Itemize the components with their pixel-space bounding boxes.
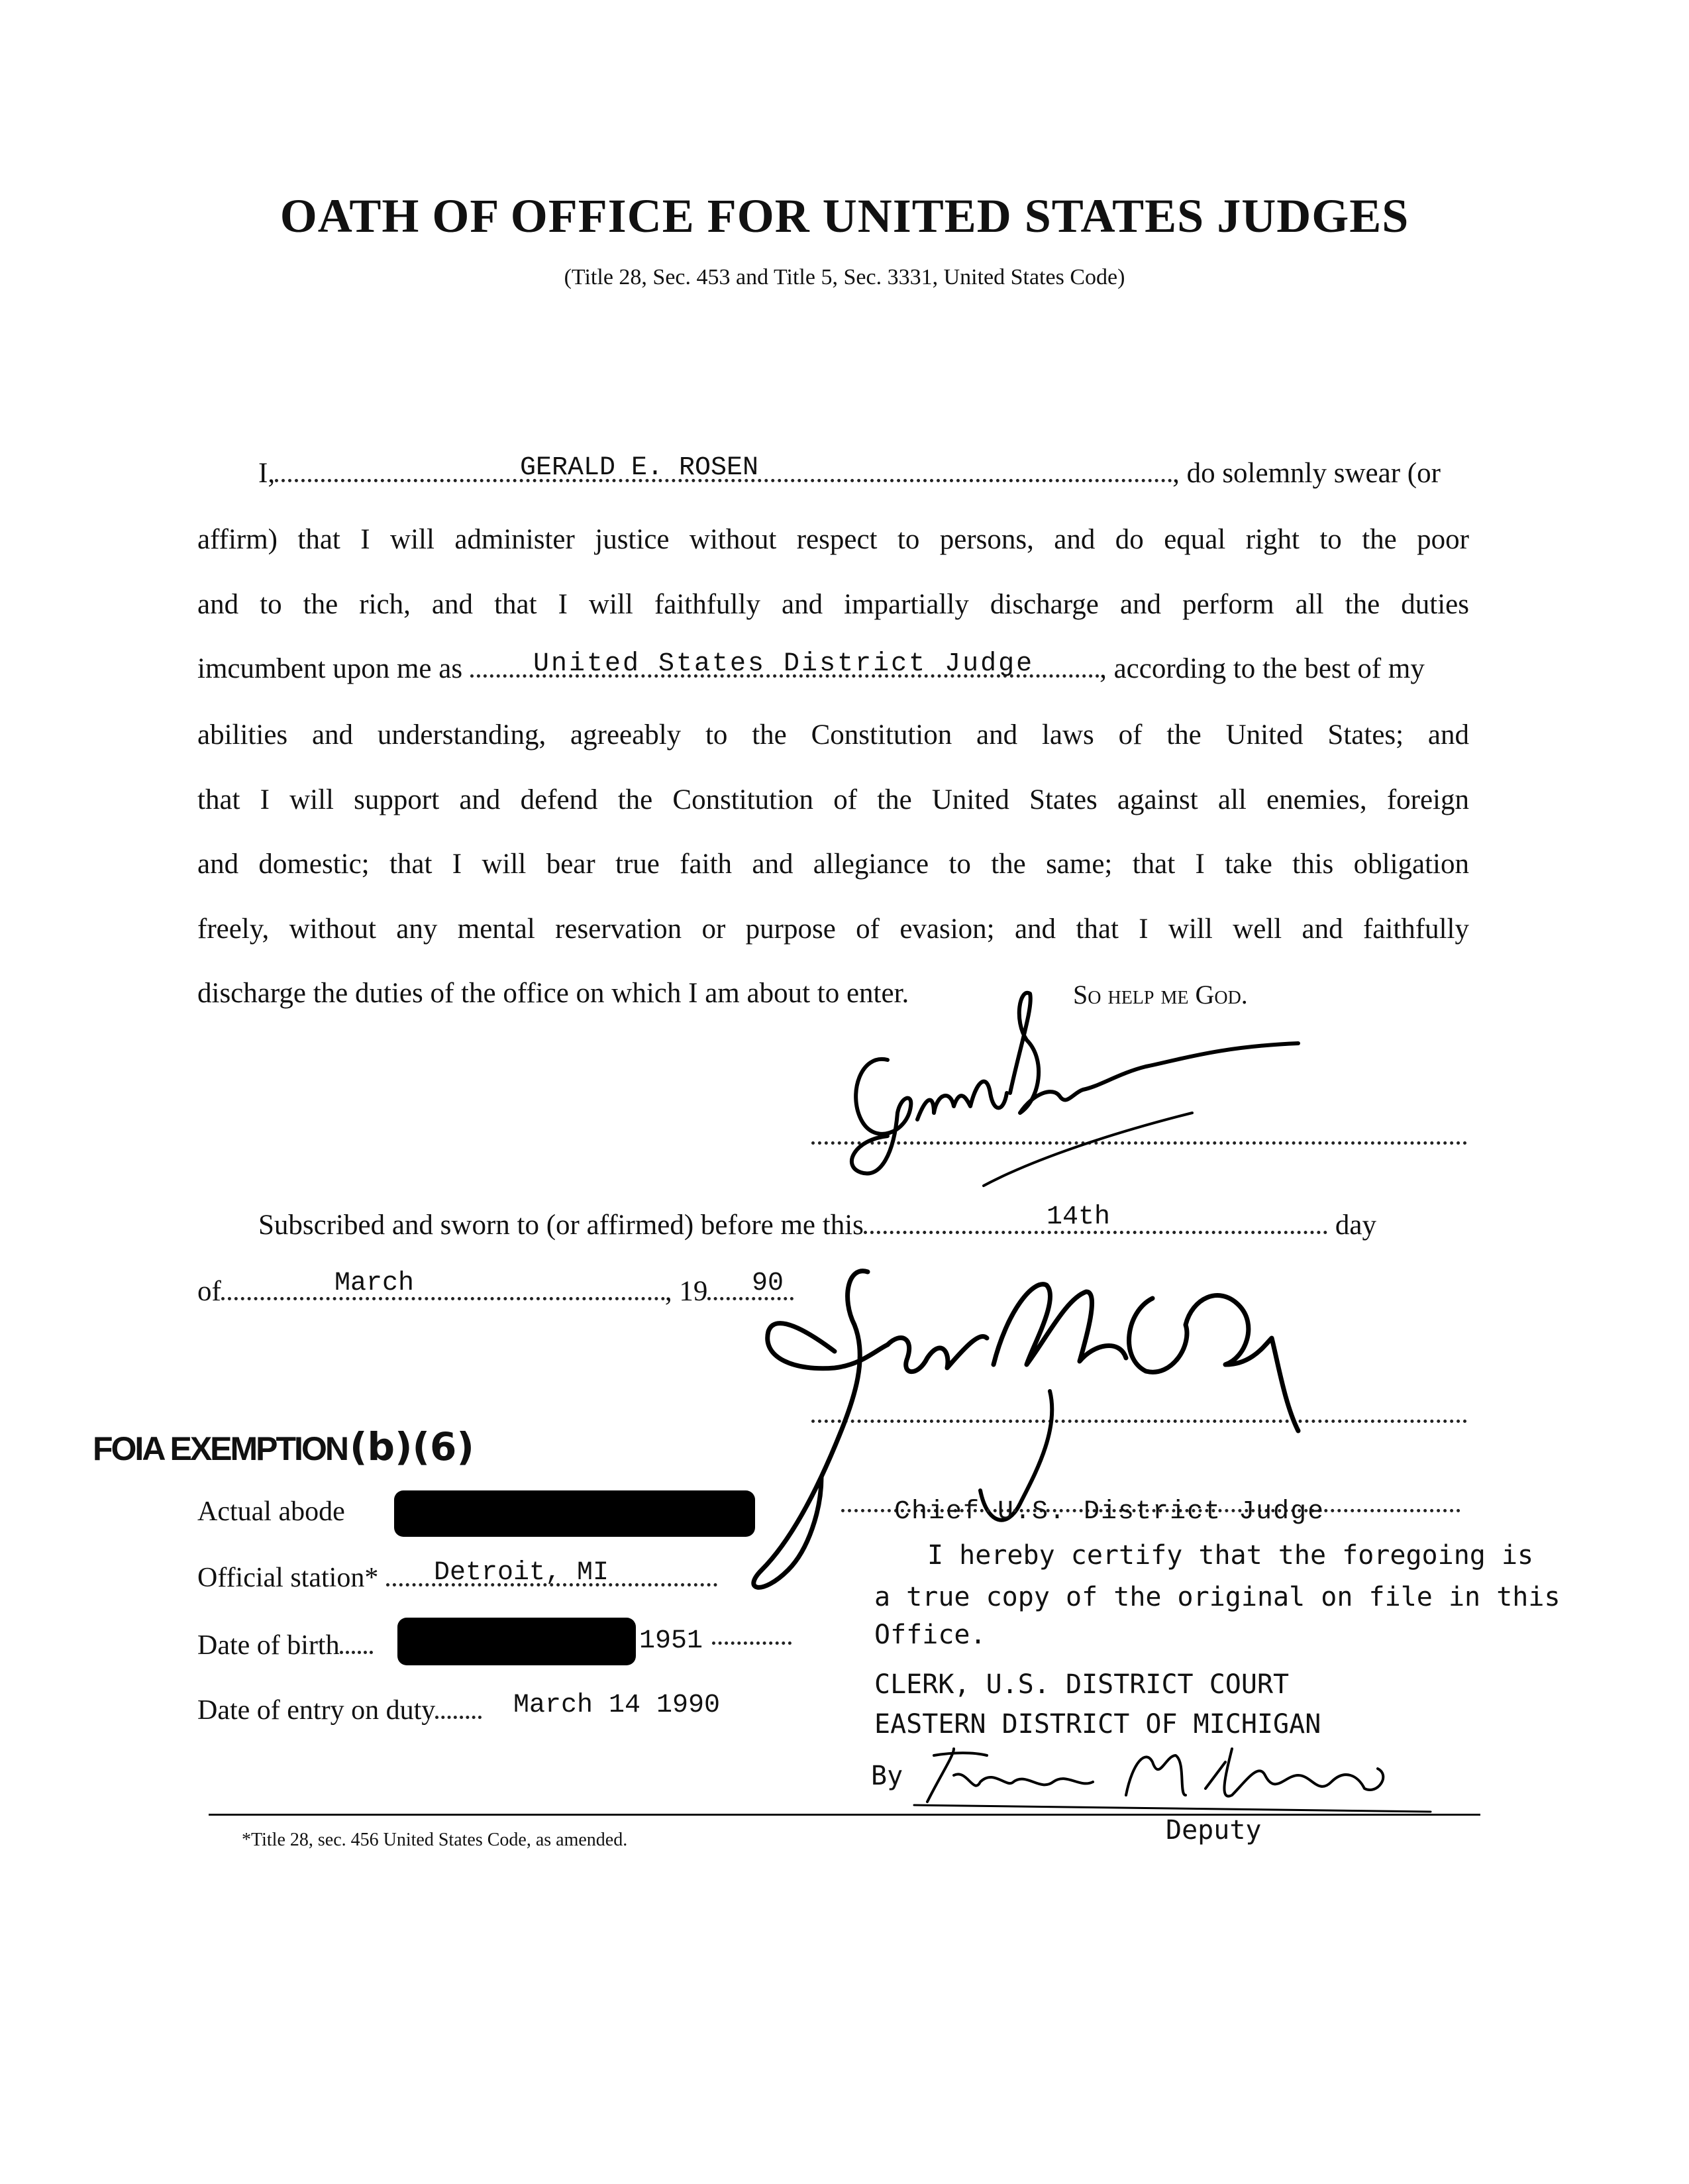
officer-signature [689,1259,1338,1630]
station-value: Detroit, MI [434,1558,609,1588]
oath-line-1 [258,457,1469,490]
certification-line-1: I hereby certify that the foregoing is [927,1540,1534,1571]
birth-label: Date of birth [197,1630,340,1661]
foia-code: (b)(6) [349,1424,474,1469]
deputy-label: Deputy [1166,1815,1262,1846]
abode-redaction [394,1490,755,1537]
footnote: *Title 28, sec. 456 United States Code, as amended. [242,1830,628,1850]
abode-label: Actual abode [197,1496,345,1527]
officer-title: Chief U.S. District Judge [894,1497,1325,1527]
oath-name-field: GERALD E. ROSEN [520,453,759,483]
sworn-year-field: 90 [752,1269,784,1298]
oath-line-7: and domestic; that I will bear true faith and allegiance to the same; that I take this obligation [197,849,1469,880]
oath-line-2: affirm) that I will administer justice without respect to persons, and do equal right to the poor [197,524,1469,555]
oath-line-9-text: discharge the duties of the office on which I am about to enter. [197,978,909,1009]
birth-dots [712,1636,792,1648]
oath-line-6: that I will support and defend the Constitution of the United States against all enemies, foreign [197,784,1469,815]
document-title: OATH OF OFFICE FOR UNITED STATES JUDGES [280,189,1409,242]
birth-row [197,1630,373,1661]
sworn-day-label: day [1335,1210,1376,1241]
sworn-line [258,1209,1469,1241]
clerk-line-2: EASTERN DISTRICT OF MICHIGAN [874,1709,1321,1740]
sworn-prefix: Subscribed and sworn to (or affirmed) before me this [258,1210,864,1241]
certification-line-3: Office. [874,1620,986,1650]
sworn-month-field: March [334,1269,415,1298]
birth-redaction [397,1618,636,1665]
entry-row [197,1694,482,1726]
station-label: Official station* [197,1563,379,1593]
entry-label: Date of entry on duty [197,1695,436,1726]
oath-line-5: abilities and understanding, agreeably to the Constitution and laws of the United States; and [197,719,1469,751]
sworn-day-field: 14th [1047,1202,1111,1232]
oath-prefix: I, [258,458,276,489]
sworn-year-prefix: , 19 [664,1276,708,1307]
foia-label: FOIA EXEMPTION [93,1430,347,1467]
birth-year: 1951 [639,1626,703,1656]
oath-swear-text: , do solemnly swear (or [1172,458,1441,489]
clerk-line-1: CLERK, U.S. DISTRICT COURT [874,1669,1290,1700]
foia-exemption [93,1424,474,1469]
entry-value: March 14 1990 [513,1690,721,1720]
oath-closing: So help me God. [1073,980,1248,1010]
clerk-by-label: By [871,1761,903,1791]
oath-position-field: United States District Judge [533,649,1035,679]
sworn-of-label: of [197,1276,221,1307]
oath-line-4-suffix: , according to the best of my [1100,653,1425,684]
document-subtitle: (Title 28, Sec. 453 and Title 5, Sec. 3331, United States Code) [564,265,1125,289]
certification-line-2: a true copy of the original on file in this [874,1582,1561,1612]
footer-rule [209,1814,1480,1816]
oath-line-8: freely, without any mental reservation or purpose of evasion; and that I will well and faithfully [197,913,1469,945]
judge-signature [835,980,1311,1179]
oath-line-4-prefix: imcumbent upon me as [197,653,463,684]
oath-line-9 [197,977,909,1010]
oath-line-3: and to the rich, and that I will faithfully and impartially discharge and perform all the duties [197,589,1469,620]
